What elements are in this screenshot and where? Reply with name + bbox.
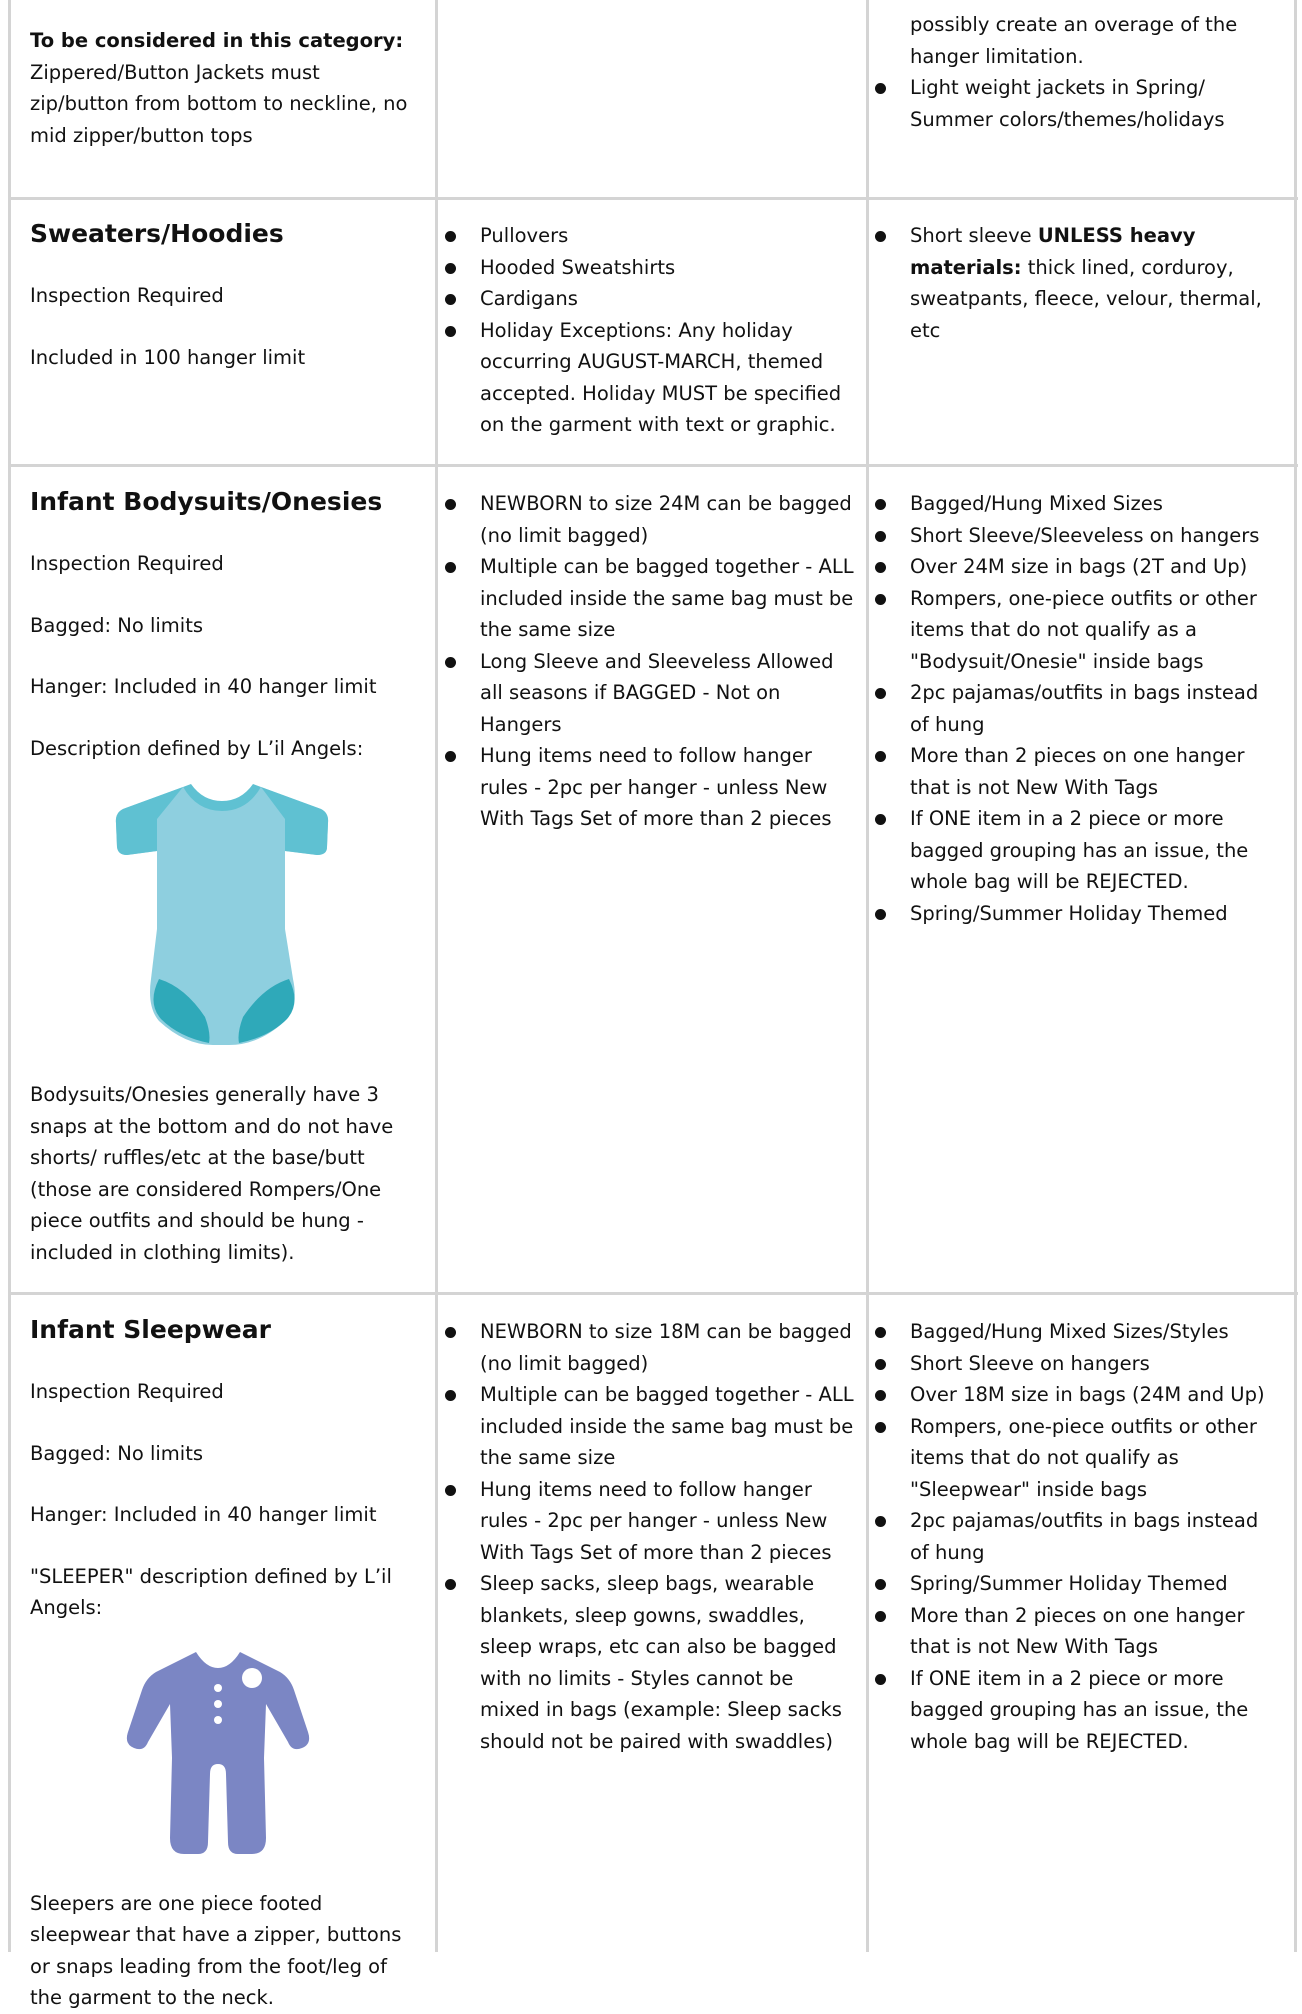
bullet-icon	[445, 657, 456, 668]
bodysuits-info	[30, 486, 420, 1268]
list-item: Short Sleeve on hangers	[910, 1348, 1280, 1380]
list-item: Multiple can be bagged together - ALL included inside the same bag must be the same size	[480, 551, 855, 646]
rejected-list	[910, 220, 1280, 346]
list-item: Short Sleeve/Sleeveless on hangers	[910, 520, 1280, 552]
row-divider-1	[8, 197, 1298, 200]
list-item: Spring/Summer Holiday Themed	[910, 898, 1280, 930]
list-item: Pullovers	[480, 220, 855, 252]
rejected-list	[910, 488, 1280, 929]
grid-line-col1	[435, 0, 438, 1952]
inspection-text: Inspection Required	[30, 284, 224, 307]
accepted-list	[480, 1316, 855, 1757]
sleeper-icon	[126, 1648, 326, 1858]
bullet-icon	[875, 751, 886, 762]
bullet-icon	[445, 1390, 456, 1401]
row0-col1	[30, 25, 420, 151]
list-item: 2pc pajamas/outfits in bags instead of hung	[910, 1505, 1280, 1568]
sweaters-info	[30, 218, 420, 373]
bullet-icon	[445, 326, 456, 337]
bullet-icon	[445, 751, 456, 762]
list-item: Spring/Summer Holiday Themed	[910, 1568, 1280, 1600]
bullet-icon	[445, 294, 456, 305]
category-heading: To be considered in this category:	[30, 29, 404, 52]
list-item: Light weight jackets in Spring/ Summer colors/themes/holidays	[910, 72, 1280, 135]
grid-line-col2	[866, 0, 869, 1952]
bullet-icon	[445, 1485, 456, 1496]
accepted-list	[480, 488, 855, 835]
list-item: Bagged/Hung Mixed Sizes	[910, 488, 1280, 520]
bullet-icon	[445, 1579, 456, 1590]
bullet-icon	[875, 1674, 886, 1685]
bullet-icon	[875, 1579, 886, 1590]
bullet-icon	[445, 231, 456, 242]
bodysuit-note: Bodysuits/Onesies generally have 3 snaps at the bottom and do not have shorts/ ruffles/etc at the base/butt (those are considered Rompers/One piece outfits and should be hung - included in clothing limits).	[30, 1083, 394, 1264]
bullet-icon	[875, 909, 886, 920]
section-title: Infant Bodysuits/Onesies	[30, 487, 383, 516]
bullet-icon	[445, 263, 456, 274]
list-item: NEWBORN to size 18M can be bagged (no limit bagged)	[480, 1316, 855, 1379]
description-label: Description defined by L’il Angels:	[30, 736, 364, 760]
list-item: If ONE item in a 2 piece or more bagged grouping has an issue, the whole bag will be REJECTED.	[910, 803, 1280, 898]
bullet-icon	[875, 1390, 886, 1401]
bullet-icon	[445, 562, 456, 573]
list-item: Over 24M size in bags (2T and Up)	[910, 551, 1280, 583]
sleepwear-rejected	[910, 1316, 1280, 1757]
row-divider-2	[8, 464, 1298, 467]
bullet-icon	[875, 594, 886, 605]
list-item: If ONE item in a 2 piece or more bagged grouping has an issue, the whole bag will be REJECTED.	[910, 1663, 1280, 1758]
list-item: Holiday Exceptions: Any holiday occurring AUGUST-MARCH, themed accepted. Holiday MUST be specified on the garment with text or graphic.	[480, 315, 855, 441]
bagged-text: Bagged: No limits	[30, 613, 203, 637]
bullet-icon	[875, 562, 886, 573]
inspection-text: Inspection Required	[30, 552, 224, 575]
bullet-icon	[445, 499, 456, 510]
grid-line-right	[1294, 0, 1297, 1952]
list-item: Multiple can be bagged together - ALL included inside the same bag must be the same size	[480, 1379, 855, 1474]
list-item: Short sleeve UNLESS heavy materials: thick lined, corduroy, sweatpants, fleece, velour, thermal, etc	[910, 220, 1280, 346]
list-item: More than 2 pieces on one hanger that is not New With Tags	[910, 740, 1280, 803]
list-item: NEWBORN to size 24M can be bagged (no limit bagged)	[480, 488, 855, 551]
bullet-icon	[875, 231, 886, 242]
bullet-icon	[875, 531, 886, 542]
bagged-text: Bagged: No limits	[30, 1441, 203, 1465]
category-rule: Zippered/Button Jackets must zip/button from bottom to neckline, no mid zipper/button tops	[30, 60, 408, 147]
bullet-icon	[875, 1359, 886, 1370]
bullet-icon	[875, 1422, 886, 1433]
list-item: Hung items need to follow hanger rules - 2pc per hanger - unless New With Tags Set of more than 2 pieces	[480, 740, 855, 835]
sweaters-accepted	[480, 220, 855, 441]
list-item: Rompers, one-piece outfits or other items that do not qualify as a "Bodysuit/Onesie" inside bags	[910, 583, 1280, 678]
bullet-icon	[445, 1327, 456, 1338]
bullet-icon	[875, 1611, 886, 1622]
list-item: Hung items need to follow hanger rules - 2pc per hanger - unless New With Tags Set of more than 2 pieces	[480, 1474, 855, 1569]
list-item: Bagged/Hung Mixed Sizes/Styles	[910, 1316, 1280, 1348]
row0-col3	[910, 9, 1280, 135]
list-item: Long Sleeve and Sleeveless Allowed all seasons if BAGGED - Not on Hangers	[480, 646, 855, 741]
rejected-continued: possibly create an overage of the hanger limitation.	[910, 13, 1238, 68]
bodysuits-accepted	[480, 488, 855, 835]
list-item: 2pc pajamas/outfits in bags instead of hung	[910, 677, 1280, 740]
bullet-icon	[875, 814, 886, 825]
list-item: Rompers, one-piece outfits or other items that do not qualify as "Sleepwear" inside bags	[910, 1411, 1280, 1506]
inspection-text: Inspection Required	[30, 1380, 224, 1403]
list-item: Sleep sacks, sleep bags, wearable blankets, sleep gowns, swaddles, sleep wraps, etc can also be bagged with no limits - Styles cannot be mixed in bags (example: Sleep sacks should not be paired with swaddles)	[480, 1568, 855, 1757]
bullet-icon	[875, 1327, 886, 1338]
onesie-icon	[113, 779, 333, 1049]
list-item: Hooded Sweatshirts	[480, 252, 855, 284]
list-item: More than 2 pieces on one hanger that is not New With Tags	[910, 1600, 1280, 1663]
bullet-icon	[875, 83, 886, 94]
section-title: Sweaters/Hoodies	[30, 219, 284, 248]
hanger-text: Hanger: Included in 40 hanger limit	[30, 1503, 377, 1526]
row0-rejected-list	[910, 72, 1280, 135]
row-divider-3	[8, 1292, 1298, 1295]
description-label: "SLEEPER" description defined by L’il Angels:	[30, 1564, 392, 1619]
list-item: Cardigans	[480, 283, 855, 315]
list-item: Over 18M size in bags (24M and Up)	[910, 1379, 1280, 1411]
sleepwear-info	[30, 1314, 420, 2014]
bullet-icon	[875, 688, 886, 699]
sleeper-note: Sleepers are one piece footed sleepwear that have a zipper, buttons or snaps leading from the foot/leg of the garment to the neck.	[30, 1891, 402, 2009]
grid-line-left	[8, 0, 11, 1952]
sleepwear-accepted	[480, 1316, 855, 1757]
rejected-list	[910, 1316, 1280, 1757]
sweaters-rejected	[910, 220, 1280, 346]
hanger-text: Hanger: Included in 40 hanger limit	[30, 675, 377, 698]
bullet-icon	[875, 499, 886, 510]
limit-text: Included in 100 hanger limit	[30, 345, 306, 369]
section-title: Infant Sleepwear	[30, 1315, 271, 1344]
accepted-list	[480, 220, 855, 441]
bodysuits-rejected	[910, 488, 1280, 929]
bullet-icon	[875, 1516, 886, 1527]
